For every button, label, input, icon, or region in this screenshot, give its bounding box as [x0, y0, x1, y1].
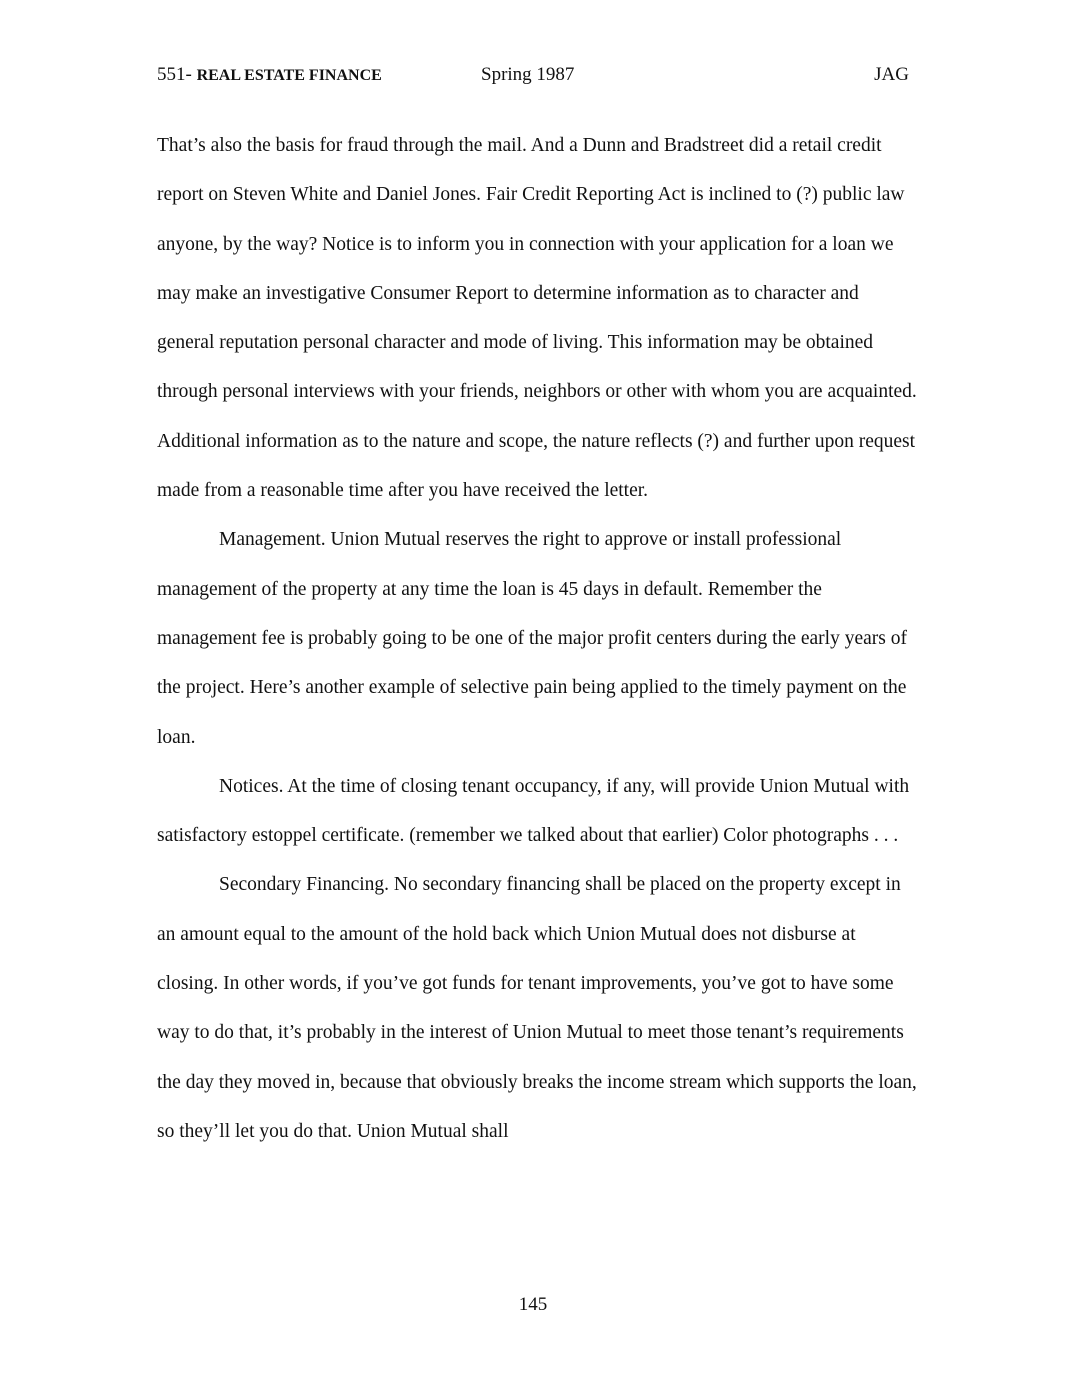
- course-title: REAL ESTATE FINANCE: [196, 67, 382, 84]
- course-heading: [157, 64, 382, 86]
- paragraph-management: Management. Union Mutual reserves the right to approve or install professional management of the property at any time the loan is 45 days in default. Remember the management fee is probably going to be one of the major profit centers during the early years of the project. Here’s another example of selective pain being applied to the timely payment on the loan.: [157, 529, 907, 748]
- course-number: 551-: [157, 64, 192, 85]
- paragraph-fraud-credit-report: That’s also the basis for fraud through the mail. And a Dunn and Bradstreet did a retail credit report on Steven White and Daniel Jones. Fair Credit Reporting Act is inclined to (?) public law anyone, by the way? Notice is to inform you in connection with your application for a loan we may make an investigative Consumer Report to determine information as to character and general reputation personal character and mode of living. This information may be obtained through personal interviews with your friends, neighbors or other with whom you are acquainted. Additional information as to the nature and scope, the nature reflects (?) and further upon request made from a reasonable time after you have received the letter.: [157, 135, 917, 502]
- term-label: Spring 1987: [481, 64, 575, 85]
- paragraph-secondary-financing: Secondary Financing. No secondary financing shall be placed on the property except in an amount equal to the amount of the hold back which Union Mutual does not disburse at closing. In other words, if you’ve got funds for tenant improvements, you’ve got to have some way to do that, it’s probably in the interest of Union Mutual to meet those tenant’s requirements the day they moved in, because that obviously breaks the income stream which supports the loan, so they’ll let you do that. Union Mutual shall: [157, 874, 917, 1142]
- transcript-body: [157, 121, 917, 1156]
- paragraph-notices: Notices. At the time of closing tenant occupancy, if any, will provide Union Mutual with satisfactory estoppel certificate. (remember we talked about that earlier) Color photographs . . .: [157, 775, 910, 847]
- page-number: 145: [518, 1294, 548, 1315]
- author-initials: JAG: [874, 64, 909, 85]
- page-header: [157, 64, 909, 90]
